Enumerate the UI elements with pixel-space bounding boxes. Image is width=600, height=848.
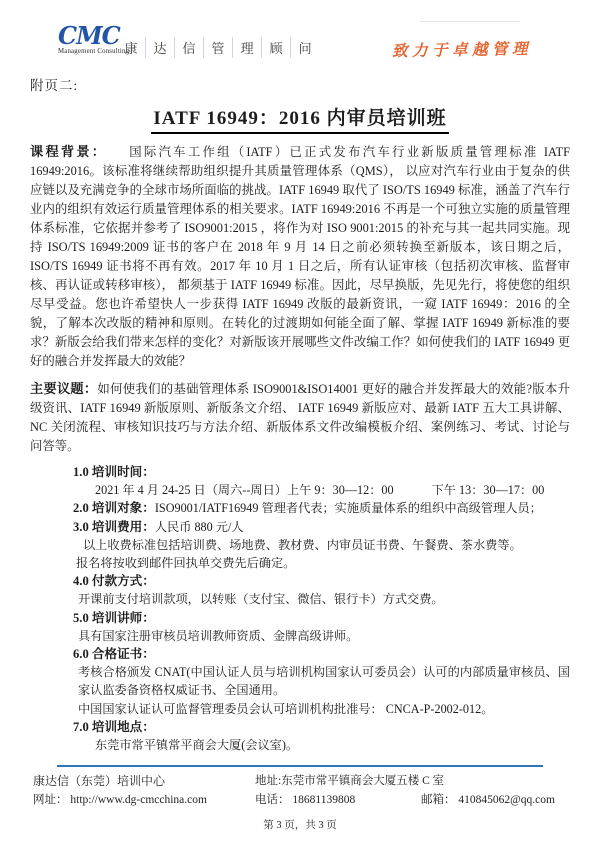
- footer-divider-line: [57, 765, 543, 767]
- time-label: 1.0 培训时间：: [73, 465, 155, 479]
- brand-char: 理: [233, 37, 262, 58]
- course-background-label: 课程背景：: [30, 144, 108, 159]
- footer-email: [421, 791, 555, 807]
- footer-phone: [255, 791, 355, 807]
- audience-text: ISO9001/IATF16949 管理者代表；实施质量体系的组织中高级管理人员；: [154, 501, 542, 516]
- header-divider-line: [420, 21, 520, 22]
- location-detail: 东莞市常平镇常平商会大厦(会议室)。: [95, 738, 299, 753]
- list-item-location-heading: [30, 718, 570, 736]
- list-item-time-heading: [30, 463, 570, 481]
- footer-phone-number: 18681139808: [292, 794, 356, 806]
- fee-note-included: 以上收费标准包括培训费、场地费、教材费、内审员证书费、午餐费、茶水费等。: [83, 537, 522, 552]
- company-name-chinese: [117, 37, 319, 58]
- main-topics-paragraph: [30, 379, 570, 456]
- certificate-detail: 考核合格颁发 CNAT(中国认证人员与培训机构国家认可委员会）认可的内部质量审核员、国家认监委备资格权威证书、全国通用。: [78, 665, 570, 698]
- payment-label: 4.0 付款方式：: [73, 574, 155, 589]
- attachment-label: 附页二:: [30, 78, 79, 93]
- fee-note-registration: 报名将按收到邮件回执单交费先后确定。: [76, 556, 296, 571]
- lecturer-label: 5.0 培训讲师：: [73, 610, 155, 625]
- course-background-paragraph: [30, 142, 570, 371]
- time-session-afternoon: 下午 13：30—17：00: [431, 483, 545, 498]
- main-topics-text: 如何使我们的基础管理体系 ISO9001&ISO14001 更好的融合并发挥最大的效能?版本升级资讯、IATF 16949 新版原则、新版条文介绍、 IATF 16949 新版应对、最新 IATF 五大工具讲解、NC 关闭流程、审核知识技巧与方法介绍、新版体系文件改编模板介绍、案例练习、考试、讨论与问答等。: [30, 382, 571, 453]
- brand-char: 问: [298, 41, 312, 56]
- lecturer-detail: 具有国家注册审核员培训教师资质、金牌高级讲师。: [78, 628, 359, 643]
- list-item-payment-heading: [30, 572, 570, 590]
- list-item-time-value: [30, 481, 570, 499]
- main-topics-label: 主要议题：: [30, 381, 98, 396]
- cmc-logo-text: CMC: [58, 21, 120, 50]
- page-title: [30, 103, 570, 134]
- course-background-text: 国际汽车工作组（IATF）已正式发布汽车行业新版质量管理标准 IATF 16949:2016。该标准将继续帮助组织提升其质量管理体系（QMS）， 以应对汽车行业由于复杂的供应链以及充满竞争的全球市场所面临的挑战。IATF 16949 取代了 ISO/TS 16949 标准，涵盖了汽车行业内的组织有效运行质量管理体系的相关要求。IATF 16949:2016 不再是一个可独立实施的质量管理体系标准，它依据并参考了 ISO9001:2015 ，将作为对 ISO 9001:2015 的补充与其一起共同实施。现持 ISO/TS 16949:2009 证书的客户在 2018 年 9 月 14 日之前必须转换至新版本，该日期之后，ISO/TS 16949 证书将不再有效。2017 年 10 月 1 日之后，所有认证审核（包括初次审核、监督审核、再认证或转移审核）， 都须基于 IATF 16949 标准。因此，尽早换版，先见先行，将使您的组织尽早受益。您也许希望快人一步获得 IATF 16949 改版的最新资讯，一窥 IATF 16949：2016 的全貌，了解本次改版的精神和原则。在转化的过渡期如何能全面了解、掌握 IATF 16949 新标准的要求？新版会给我们带来怎样的变化？对新版该开展哪些文件改编工作？如何使我们的 IATF 16949 更好的融合并发挥最大的效能？: [30, 145, 571, 368]
- list-item-fee: [30, 518, 570, 536]
- page-number: 第 3 页，共 3 页: [263, 820, 337, 831]
- payment-detail: 开课前支付培训款项，以转账（支付宝、微信、银行卡）方式交费。: [78, 592, 444, 607]
- list-item-lecturer-heading: [30, 609, 570, 627]
- brand-char: 顾: [262, 37, 291, 58]
- footer-email-address: 410845062@qq.com: [458, 794, 555, 806]
- time-session-morning: 2021 年 4 月 24-25 日（周六--周日）上午 9：30—12：00: [95, 483, 394, 498]
- brand-char: 康: [117, 37, 146, 58]
- footer-email-label: 邮箱：: [421, 794, 456, 806]
- brand-char: 达: [146, 37, 175, 58]
- footer-website-label: 网址：: [33, 794, 68, 806]
- footer-address: 地址:东莞市常平镇商会大厦五楼 C 室: [255, 775, 445, 787]
- fee-label: 3.0 培训费用：: [73, 519, 155, 534]
- brand-char: 管: [204, 37, 233, 58]
- footer-website: [33, 791, 207, 807]
- footer-website-url: http://www.dg-cmcchina.com: [70, 794, 207, 806]
- certificate-label: 6.0 合格证书：: [73, 647, 155, 662]
- company-slogan: 致力于卓越管理: [391, 38, 533, 61]
- page-title-text: IATF 16949：2016 内审员培训班: [151, 103, 448, 134]
- footer-phone-label: 电话：: [255, 794, 290, 806]
- footer-company-name: 康达信（东莞）培训中心: [33, 774, 166, 788]
- list-item-audience: [30, 499, 570, 517]
- list-item-certificate-heading: [30, 645, 570, 663]
- brand-char: 信: [175, 37, 204, 58]
- audience-label: 2.0 培训对象：: [73, 501, 155, 516]
- cmc-logo-subtitle: Management Consulting: [58, 48, 130, 55]
- course-detail-list: [30, 463, 570, 754]
- certificate-approval-number: 中国国家认证认可监督管理委员会认可培训机构批准号： CNCA-P-2002-012。: [78, 701, 494, 716]
- fee-amount: 人民币 880 元/人: [154, 519, 244, 534]
- location-label: 7.0 培训地点：: [73, 719, 155, 734]
- footer: [33, 772, 567, 812]
- document-body: [30, 74, 570, 754]
